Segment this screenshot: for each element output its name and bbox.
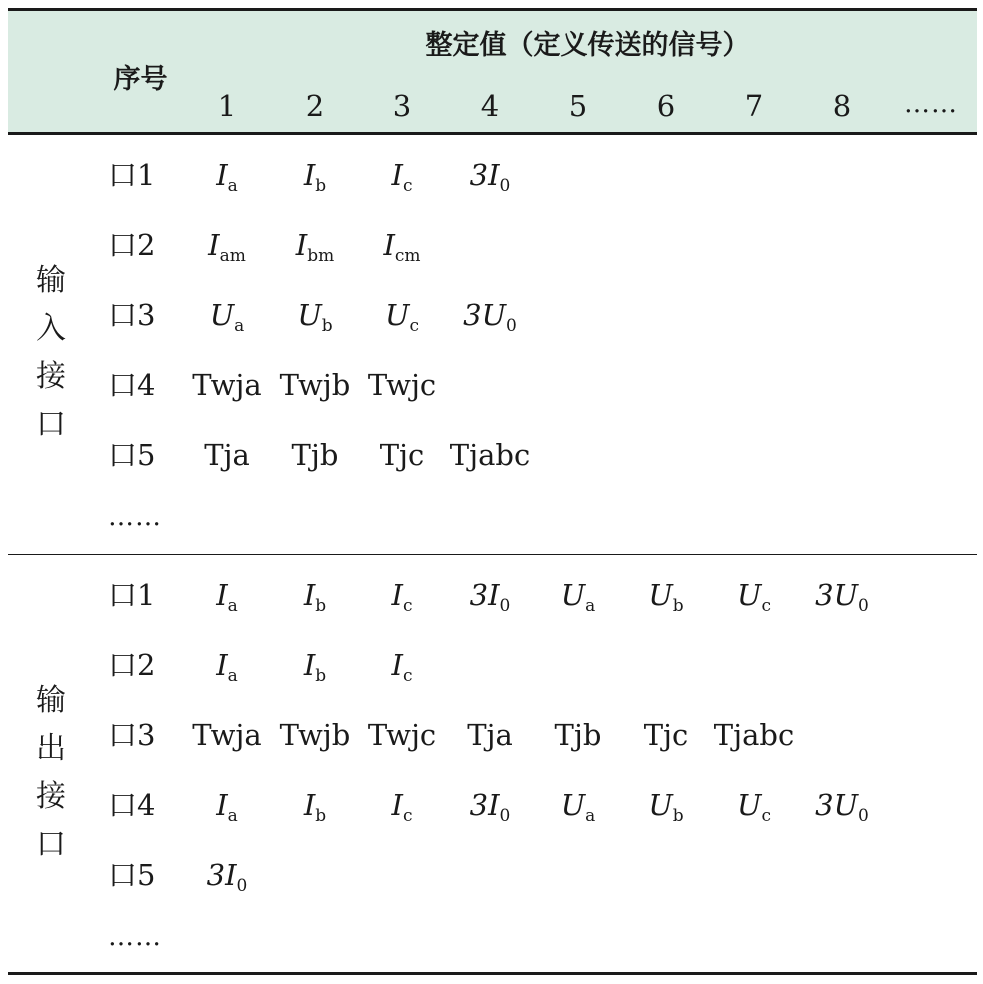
signal-cell: Tjabc (713, 718, 795, 752)
group-label-char: 口 (36, 827, 66, 862)
signal-cell: $U_a$ (560, 578, 596, 616)
table-row (8, 420, 977, 490)
output-interface-section (8, 555, 977, 975)
table-row (8, 350, 977, 420)
signal-cell: $3I_0$ (469, 578, 511, 616)
signal-cell: $3U_0$ (463, 298, 517, 336)
port-label: 口2 (108, 648, 156, 682)
group-label-char: 出 (36, 731, 66, 766)
signal-cell: $I_a$ (216, 648, 238, 686)
signal-cell: $I_{am}$ (208, 228, 246, 266)
signal-cell: $I_{bm}$ (295, 228, 335, 266)
signal-cell: $I_c$ (391, 648, 413, 686)
port-label: 口2 (108, 228, 156, 262)
table-row (8, 210, 977, 280)
signal-cell: $3I_0$ (469, 788, 511, 826)
input-interface-section (8, 135, 977, 555)
table-row (8, 770, 977, 840)
port-label: 口3 (108, 718, 156, 752)
setting-value-header: 整定值（定义传送的信号） (425, 30, 750, 61)
table-row (8, 280, 977, 350)
column-number-2: 2 (305, 89, 325, 123)
signal-cell: Tjb (291, 438, 339, 472)
signal-cell: $I_{cm}$ (383, 228, 421, 266)
group-label-char: 输 (36, 263, 66, 298)
port-label: 口5 (108, 858, 156, 892)
signal-cell: $I_b$ (303, 648, 327, 686)
signal-definition-table (8, 8, 977, 975)
more-rows-ellipsis: …… (108, 922, 162, 952)
seq-header: 序号 (113, 64, 168, 95)
signal-cell: $U_b$ (648, 578, 684, 616)
signal-cell: Tjabc (449, 438, 531, 472)
signal-cell: $3U_0$ (815, 578, 869, 616)
signal-cell: $I_b$ (303, 788, 327, 826)
column-number-7: 7 (744, 89, 764, 123)
table-row (8, 700, 977, 770)
group-label-char: 口 (36, 407, 66, 442)
port-label: 口1 (108, 578, 156, 612)
table-header (8, 8, 977, 135)
signal-cell: Tjb (554, 718, 602, 752)
column-number-5: 5 (568, 89, 588, 123)
signal-cell: $I_a$ (216, 578, 238, 616)
signal-cell: Twjc (367, 718, 437, 752)
column-number-3: 3 (392, 89, 412, 123)
port-label: 口3 (108, 298, 156, 332)
group-label-char: 接 (36, 359, 66, 394)
signal-cell: Twjc (367, 368, 437, 402)
group-label-char: 接 (36, 779, 66, 814)
signal-cell: $U_c$ (737, 578, 771, 616)
signal-cell: $U_a$ (560, 788, 596, 826)
column-number-6: 6 (656, 89, 676, 123)
signal-cell: $I_a$ (216, 158, 238, 196)
signal-cell: Twjb (279, 368, 351, 402)
signal-cell: Twja (192, 718, 262, 752)
signal-cell: Tja (467, 718, 513, 752)
column-number-4: 4 (480, 89, 500, 123)
signal-cell: $3U_0$ (815, 788, 869, 826)
port-label: 口1 (108, 158, 156, 192)
table-row (8, 840, 977, 910)
table-row (8, 140, 977, 210)
table-row (8, 630, 977, 700)
signal-cell: $I_c$ (391, 578, 413, 616)
signal-cell: $I_b$ (303, 578, 327, 616)
port-label: 口4 (108, 788, 156, 822)
signal-cell: $I_a$ (216, 788, 238, 826)
more-rows-ellipsis: …… (108, 502, 162, 532)
column-number-9: …… (904, 89, 958, 119)
signal-cell: $U_b$ (648, 788, 684, 826)
signal-cell: Tjc (643, 718, 689, 752)
signal-cell: $U_b$ (297, 298, 333, 336)
signal-cell: Twjb (279, 718, 351, 752)
signal-cell: $U_c$ (385, 298, 419, 336)
signal-cell: Twja (192, 368, 262, 402)
signal-cell: $I_c$ (391, 788, 413, 826)
signal-cell: $3I_0$ (206, 858, 248, 896)
table-row (8, 560, 977, 630)
column-number-8: 8 (832, 89, 852, 123)
port-label: 口4 (108, 368, 156, 402)
signal-cell: Tjc (379, 438, 425, 472)
group-label-char: 输 (36, 683, 66, 718)
column-number-1: 1 (217, 89, 237, 123)
signal-cell: $I_b$ (303, 158, 327, 196)
signal-cell: $3I_0$ (469, 158, 511, 196)
group-label-char: 入 (36, 311, 66, 346)
signal-cell: $U_c$ (737, 788, 771, 826)
signal-cell: $U_a$ (209, 298, 245, 336)
port-label: 口5 (108, 438, 156, 472)
signal-cell: $I_c$ (391, 158, 413, 196)
signal-cell: Tja (204, 438, 250, 472)
